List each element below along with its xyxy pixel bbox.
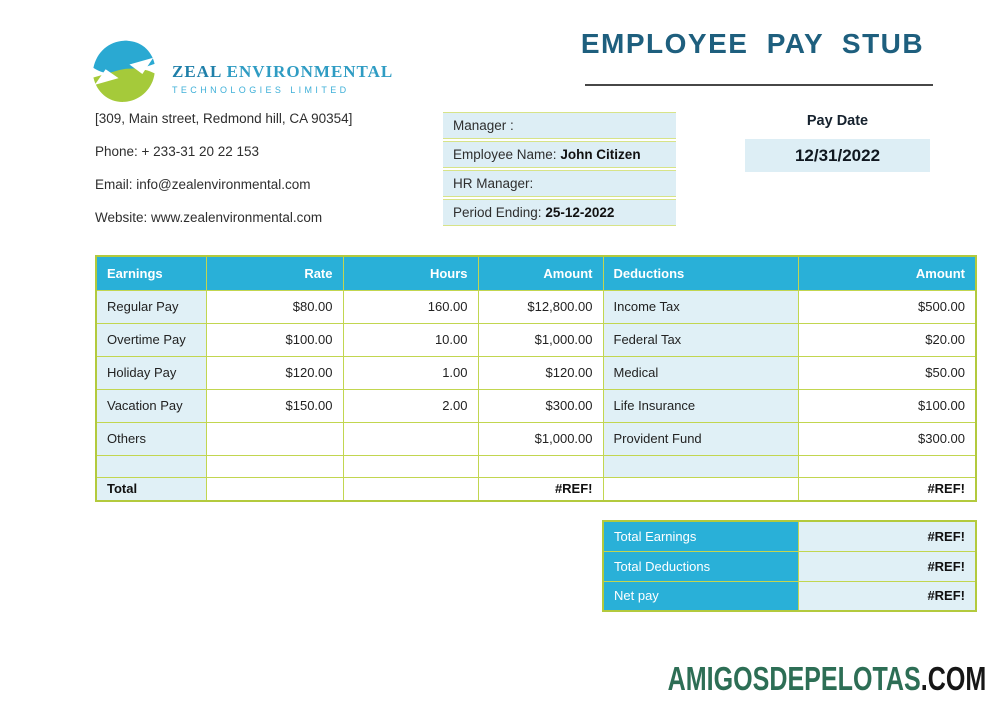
total-label: Total	[96, 477, 206, 501]
employee-name-field	[443, 141, 676, 168]
total-earnings-ref: #REF!	[478, 477, 603, 501]
company-logo-text	[172, 62, 393, 95]
pay-date-label: Pay Date	[806, 113, 869, 129]
watermark-suffix: .COM	[920, 660, 986, 697]
earning-amount: $300.00	[478, 389, 603, 422]
earning-rate: $80.00	[206, 290, 343, 323]
company-subtitle: TECHNOLOGIES LIMITED	[172, 85, 350, 95]
table-row	[96, 290, 976, 323]
earning-hours	[343, 422, 478, 455]
deduction-amount: $500.00	[798, 290, 976, 323]
company-logo-icon	[88, 38, 160, 106]
earning-rate: $150.00	[206, 389, 343, 422]
earning-amount: $1,000.00	[478, 422, 603, 455]
table-row	[96, 323, 976, 356]
company-name	[172, 62, 393, 82]
earning-label: Overtime Pay	[96, 323, 206, 356]
employee-name-value: John Citizen	[560, 147, 641, 162]
earning-label: Vacation Pay	[96, 389, 206, 422]
summary-row	[603, 551, 976, 581]
company-name-zeal: ZEAL	[172, 62, 222, 81]
title-divider	[585, 84, 933, 86]
empty-cell	[798, 455, 976, 477]
deduction-label: Provident Fund	[603, 422, 798, 455]
earning-amount: $1,000.00	[478, 323, 603, 356]
empty-cell	[603, 477, 798, 501]
header-hours: Hours	[343, 256, 478, 290]
pay-date-value: 12/31/2022	[745, 139, 930, 172]
summary-table	[602, 520, 977, 612]
company-website: Website: www.zealenvironmental.com	[95, 210, 323, 225]
earning-label: Others	[96, 422, 206, 455]
empty-cell	[343, 477, 478, 501]
company-name-rest: ENVIRONMENTAL	[226, 62, 394, 81]
earning-amount: $120.00	[478, 356, 603, 389]
watermark	[667, 660, 986, 698]
total-earnings-label: Total Earnings	[603, 521, 798, 551]
earning-hours: 10.00	[343, 323, 478, 356]
header-rate: Rate	[206, 256, 343, 290]
hr-manager-label: HR Manager:	[453, 176, 534, 191]
watermark-text: AMIGOSDEPELOTAS	[667, 660, 921, 697]
summary-row	[603, 581, 976, 611]
employee-info-panel	[443, 112, 676, 228]
company-email: Email: info@zealenvironmental.com	[95, 177, 311, 192]
earning-rate	[206, 422, 343, 455]
total-earnings-value: #REF!	[798, 521, 976, 551]
table-row	[96, 422, 976, 455]
empty-cell	[206, 477, 343, 501]
deduction-label: Medical	[603, 356, 798, 389]
hr-manager-field	[443, 170, 676, 197]
total-deductions-label: Total Deductions	[603, 551, 798, 581]
total-deductions-value: #REF!	[798, 551, 976, 581]
deduction-amount: $300.00	[798, 422, 976, 455]
deduction-label: Income Tax	[603, 290, 798, 323]
pay-table-header-row	[96, 256, 976, 290]
net-pay-label: Net pay	[603, 581, 798, 611]
empty-cell	[96, 455, 206, 477]
period-ending-value: 25-12-2022	[545, 205, 615, 220]
header-deduction-amount: Amount	[798, 256, 976, 290]
summary-row	[603, 521, 976, 551]
period-ending-label: Period Ending:	[453, 205, 542, 220]
header-earnings: Earnings	[96, 256, 206, 290]
earning-hours: 1.00	[343, 356, 478, 389]
empty-cell	[478, 455, 603, 477]
table-row	[96, 356, 976, 389]
empty-cell	[206, 455, 343, 477]
empty-cell	[343, 455, 478, 477]
deduction-amount: $20.00	[798, 323, 976, 356]
deduction-label: Federal Tax	[603, 323, 798, 356]
earning-label: Holiday Pay	[96, 356, 206, 389]
earning-rate: $120.00	[206, 356, 343, 389]
earning-amount: $12,800.00	[478, 290, 603, 323]
company-phone: Phone: + 233-31 20 22 153	[95, 144, 260, 159]
manager-label: Manager :	[453, 118, 514, 133]
period-ending-field	[443, 199, 676, 226]
manager-field	[443, 112, 676, 139]
earning-hours: 160.00	[343, 290, 478, 323]
header-deductions: Deductions	[603, 256, 798, 290]
company-contact-block	[95, 111, 352, 243]
table-spacer-row	[96, 455, 976, 477]
table-total-row	[96, 477, 976, 501]
employee-name-label: Employee Name:	[453, 147, 557, 162]
total-deductions-ref: #REF!	[798, 477, 976, 501]
net-pay-value: #REF!	[798, 581, 976, 611]
deduction-amount: $100.00	[798, 389, 976, 422]
earning-rate: $100.00	[206, 323, 343, 356]
pay-table	[95, 255, 977, 502]
earning-label: Regular Pay	[96, 290, 206, 323]
deduction-label: Life Insurance	[603, 389, 798, 422]
empty-cell	[603, 455, 798, 477]
table-row	[96, 389, 976, 422]
page-title: EMPLOYEE PAY STUB	[580, 28, 925, 59]
earning-hours: 2.00	[343, 389, 478, 422]
company-address: [309, Main street, Redmond hill, CA 90354]	[95, 111, 353, 126]
deduction-amount: $50.00	[798, 356, 976, 389]
header-amount: Amount	[478, 256, 603, 290]
